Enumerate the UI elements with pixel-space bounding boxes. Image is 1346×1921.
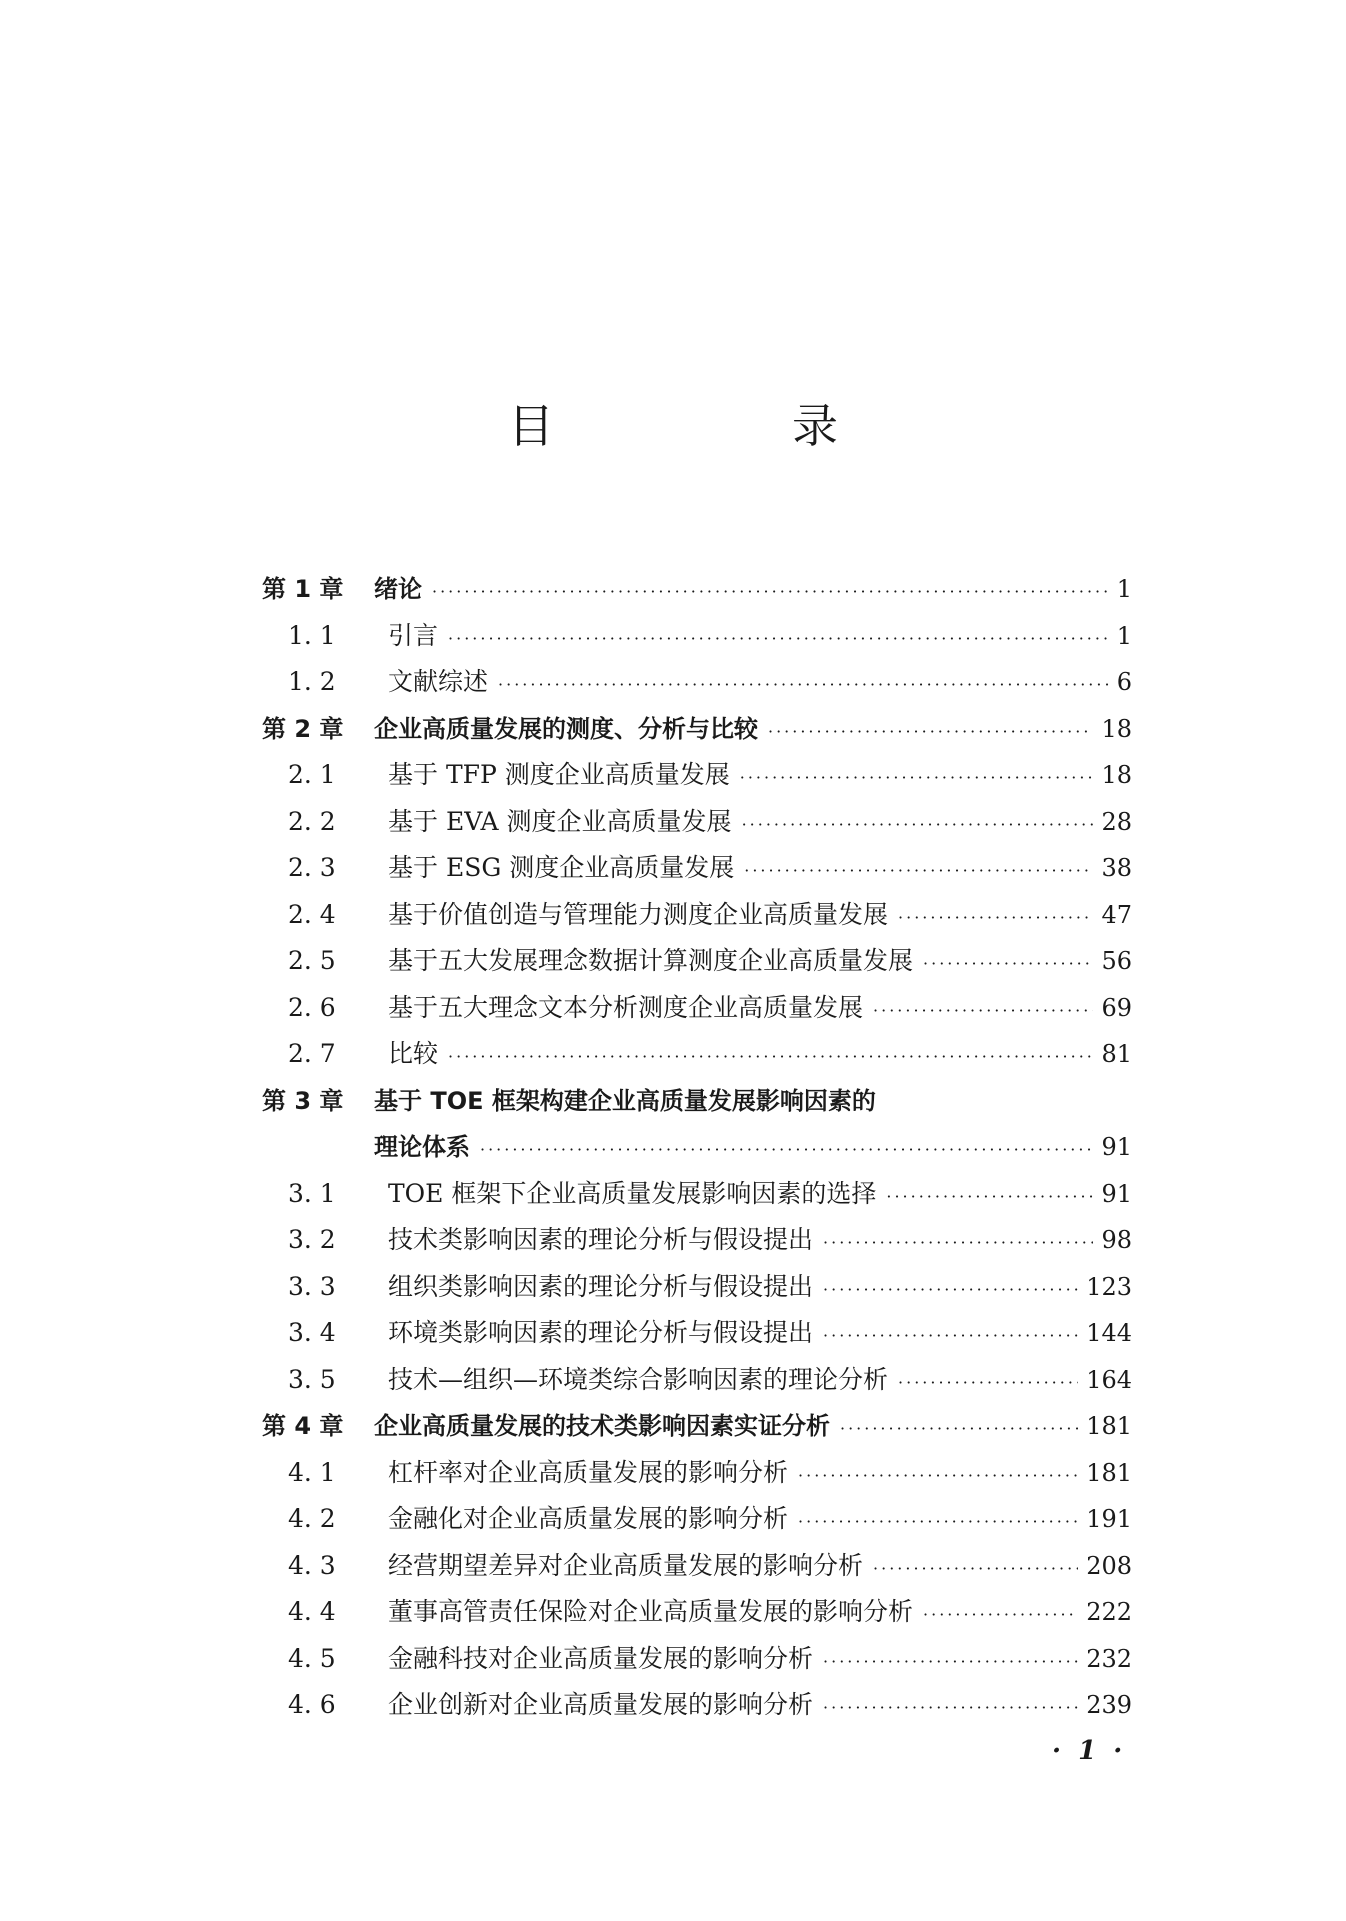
toc-entry-number: 2. 2 — [288, 806, 336, 836]
toc-entry-number: 4. 4 — [288, 1597, 336, 1626]
toc-section-entry[interactable] — [262, 1217, 1132, 1264]
toc-entry-title: TOE 框架下企业高质量发展影响因素的选择 — [388, 1178, 877, 1208]
toc-entry-page: 69 — [1101, 993, 1132, 1022]
toc-chapter-entry[interactable] — [262, 1403, 1132, 1450]
toc-entry-title: 企业高质量发展的测度、分析与比较 — [374, 714, 758, 743]
toc-section-entry[interactable] — [262, 892, 1132, 939]
toc-entry-title: 技术类影响因素的理论分析与假设提出 — [388, 1225, 814, 1254]
toc-entry-title: 杠杆率对企业高质量发展的影响分析 — [388, 1457, 789, 1487]
toc-section-entry[interactable] — [262, 752, 1132, 799]
toc-entry-number: 1. 2 — [288, 667, 336, 696]
dot-leader — [798, 1499, 1078, 1546]
toc-entry-number: 1. 1 — [288, 620, 336, 650]
toc-section-entry[interactable] — [262, 1031, 1132, 1078]
dot-leader — [498, 662, 1109, 709]
toc-entry-title: 基于 TOE 框架构建企业高质量发展影响因素的 — [374, 1086, 876, 1115]
toc-chapter-entry[interactable] — [262, 1078, 1132, 1125]
dot-leader — [873, 1546, 1078, 1593]
toc-entry-title: 基于价值创造与管理能力测度企业高质量发展 — [388, 899, 889, 929]
toc-entry-page: 222 — [1086, 1598, 1132, 1626]
dot-leader — [798, 1453, 1078, 1500]
toc-entry-title: 基于 TFP 测度企业高质量发展 — [388, 760, 730, 789]
toc-chapter-continuation[interactable] — [262, 1124, 1132, 1171]
toc-section-entry[interactable] — [262, 985, 1132, 1032]
toc-entry-number: 3. 1 — [288, 1178, 336, 1208]
toc-entry-number: 2. 1 — [288, 760, 336, 789]
toc-entry-title: 基于 ESG 测度企业高质量发展 — [388, 853, 735, 882]
page-number-footer: · 1 · — [1052, 1736, 1127, 1766]
toc-entry-title: 企业高质量发展的技术类影响因素实证分析 — [374, 1412, 830, 1440]
toc-entry-title: 企业创新对企业高质量发展的影响分析 — [388, 1690, 814, 1719]
dot-leader — [873, 988, 1093, 1035]
toc-section-entry[interactable] — [262, 1357, 1132, 1404]
toc-entry-page: 38 — [1101, 854, 1132, 882]
dot-leader — [823, 1220, 1093, 1267]
dot-leader — [886, 1174, 1093, 1221]
toc-section-entry[interactable] — [262, 845, 1132, 892]
toc-entry-page: 164 — [1086, 1365, 1132, 1394]
toc-section-entry[interactable] — [262, 1682, 1132, 1729]
toc-entry-title: 金融化对企业高质量发展的影响分析 — [388, 1504, 789, 1533]
dot-leader — [823, 1313, 1078, 1360]
toc-entry-page: 123 — [1086, 1272, 1132, 1301]
toc-entry-page: 18 — [1101, 714, 1132, 743]
toc-section-entry[interactable] — [262, 938, 1132, 985]
toc-entry-page: 6 — [1116, 668, 1132, 696]
toc-entry-title: 金融科技对企业高质量发展的影响分析 — [388, 1643, 814, 1673]
toc-entry-page: 191 — [1086, 1505, 1132, 1533]
dot-leader — [768, 709, 1093, 756]
toc-entry-number: 第 3 章 — [262, 1086, 344, 1115]
toc-entry-title: 绪论 — [374, 575, 422, 603]
toc-entry-page: 181 — [1086, 1458, 1132, 1487]
toc-entry-page: 91 — [1101, 1133, 1132, 1161]
dot-leader — [923, 1592, 1078, 1639]
toc-entry-title: 技术—组织—环境类综合影响因素的理论分析 — [388, 1364, 889, 1394]
dot-leader — [742, 802, 1094, 849]
toc-entry-title: 基于五大理念文本分析测度企业高质量发展 — [388, 992, 864, 1022]
toc-entry-title: 比较 — [388, 1039, 439, 1068]
toc-entry-title: 经营期望差异对企业高质量发展的影响分析 — [388, 1550, 864, 1580]
toc-entry-title: 董事高管责任保险对企业高质量发展的影响分析 — [388, 1597, 914, 1626]
dot-leader — [823, 1267, 1078, 1314]
dot-leader — [448, 616, 1109, 663]
toc-entry-page: 47 — [1101, 900, 1132, 929]
toc-entry-page: 28 — [1101, 807, 1132, 836]
toc-section-entry[interactable] — [262, 1589, 1132, 1636]
toc-entry-page: 181 — [1086, 1412, 1132, 1440]
dot-leader — [898, 895, 1093, 942]
toc-section-entry[interactable] — [262, 1543, 1132, 1590]
toc-chapter-entry[interactable] — [262, 706, 1132, 753]
toc-section-entry[interactable] — [262, 1264, 1132, 1311]
toc-entry-page: 81 — [1101, 1040, 1132, 1068]
dot-leader — [898, 1360, 1078, 1407]
toc-entry-number: 2. 5 — [288, 946, 336, 975]
toc-entry-number: 4. 5 — [288, 1643, 336, 1673]
toc-entry-page: 91 — [1101, 1179, 1132, 1208]
toc-entry-title: 文献综述 — [388, 667, 489, 696]
toc-entry-page: 144 — [1086, 1319, 1132, 1347]
toc-entry-page: 98 — [1101, 1226, 1132, 1254]
toc-section-entry[interactable] — [262, 1496, 1132, 1543]
toc-entry-number: 4. 3 — [288, 1550, 336, 1580]
toc-entry-number: 3. 3 — [288, 1271, 336, 1301]
toc-entry-number: 2. 7 — [288, 1039, 336, 1068]
dot-leader — [448, 1034, 1093, 1081]
table-of-contents — [262, 566, 1132, 1729]
dot-leader — [823, 1639, 1078, 1686]
toc-entry-page: 239 — [1086, 1691, 1132, 1719]
toc-entry-title: 理论体系 — [374, 1133, 470, 1161]
page-title: 目 录 — [508, 399, 934, 453]
dot-leader — [823, 1685, 1078, 1732]
dot-leader — [744, 848, 1093, 895]
toc-entry-page: 232 — [1086, 1644, 1132, 1673]
dot-leader — [432, 569, 1109, 616]
toc-section-entry[interactable] — [262, 1310, 1132, 1357]
toc-entry-title: 基于 EVA 测度企业高质量发展 — [388, 806, 732, 836]
toc-entry-title: 基于五大发展理念数据计算测度企业高质量发展 — [388, 946, 914, 975]
toc-entry-page: 56 — [1101, 947, 1132, 975]
toc-entry-number: 第 2 章 — [262, 714, 344, 743]
toc-section-entry[interactable] — [262, 1171, 1132, 1218]
dot-leader — [740, 755, 1094, 802]
toc-entry-number: 3. 5 — [288, 1364, 336, 1394]
toc-entry-number: 2. 6 — [288, 992, 336, 1022]
toc-entry-title: 组织类影响因素的理论分析与假设提出 — [388, 1271, 814, 1301]
toc-entry-page: 18 — [1101, 761, 1132, 789]
toc-entry-title: 环境类影响因素的理论分析与假设提出 — [388, 1318, 814, 1347]
toc-entry-title: 引言 — [388, 620, 439, 650]
dot-leader — [923, 941, 1093, 988]
dot-leader — [840, 1406, 1078, 1453]
toc-entry-number: 3. 4 — [288, 1318, 336, 1347]
toc-entry-number: 2. 3 — [288, 853, 336, 882]
toc-entry-number: 4. 1 — [288, 1457, 336, 1487]
toc-entry-number: 4. 6 — [288, 1690, 336, 1719]
toc-section-entry[interactable] — [262, 659, 1132, 706]
toc-section-entry[interactable] — [262, 1450, 1132, 1497]
toc-entry-number: 4. 2 — [288, 1504, 336, 1533]
toc-entry-number: 第 1 章 — [262, 575, 344, 603]
dot-leader — [480, 1127, 1093, 1174]
toc-chapter-entry[interactable] — [262, 566, 1132, 613]
toc-entry-number: 2. 4 — [288, 899, 336, 929]
toc-section-entry[interactable] — [262, 613, 1132, 660]
toc-entry-page: 1 — [1116, 621, 1132, 650]
toc-section-entry[interactable] — [262, 799, 1132, 846]
toc-section-entry[interactable] — [262, 1636, 1132, 1683]
toc-entry-page: 208 — [1086, 1551, 1132, 1580]
toc-entry-page: 1 — [1116, 575, 1132, 603]
toc-entry-number: 3. 2 — [288, 1225, 336, 1254]
toc-entry-number: 第 4 章 — [262, 1412, 344, 1440]
